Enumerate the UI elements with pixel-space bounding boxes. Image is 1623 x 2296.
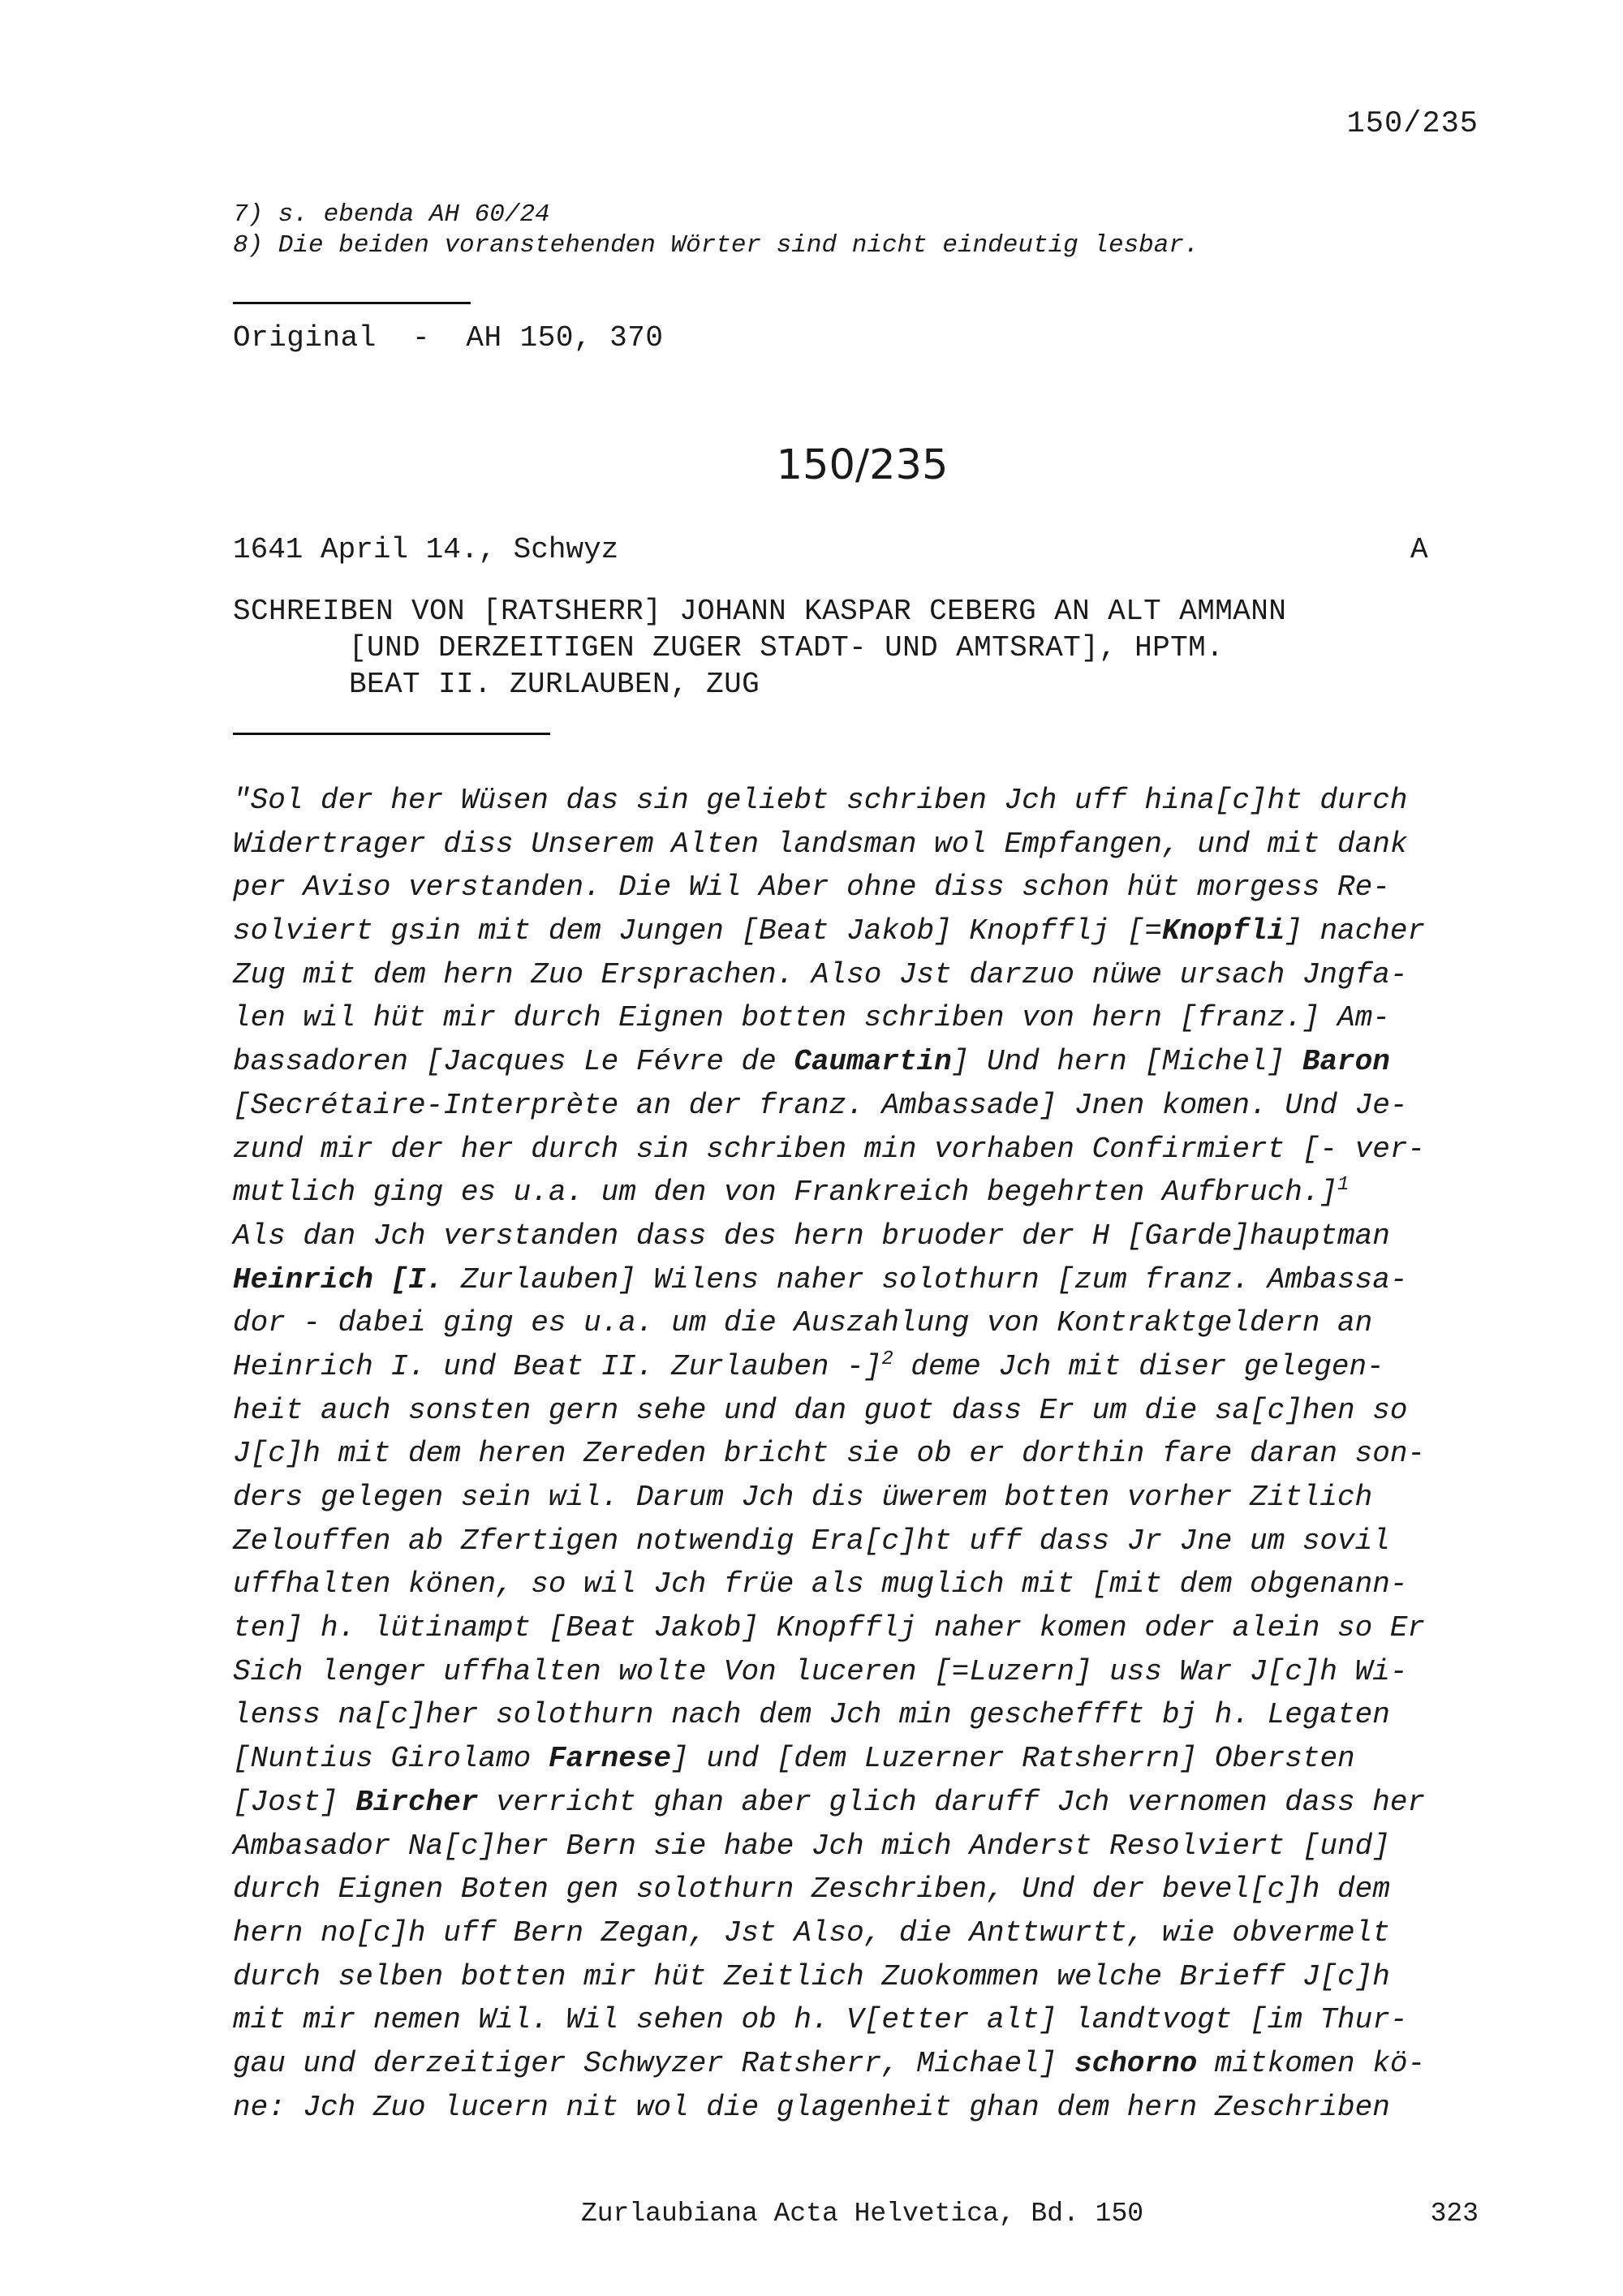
body-line <box>233 866 1425 909</box>
body-line <box>233 909 1425 953</box>
body-text-segment: heit auch sonsten gern sehe und dan guot dass Er um die sa[c]hen so <box>233 1393 1408 1427</box>
body-text-segment: Sich lenger uffhalten wolte Von luceren [=Luzern] uss War J[c]h Wi- <box>233 1654 1408 1688</box>
body-text-segment: mitkomen kö- <box>1197 2046 1426 2080</box>
date-place: 1641 April 14., Schwyz <box>233 533 619 566</box>
body-line <box>233 1345 1425 1389</box>
body-text-segment: durch selben botten mir hüt Zeitlich Zuokommen welche Brieff J[c]h <box>233 1959 1390 1993</box>
body-text-segment: Als dan Jch verstanden dass des hern bruoder der H [Garde]hauptman <box>233 1219 1390 1253</box>
body-text-segment: bassadoren [Jacques Le Févre de <box>233 1045 794 1079</box>
body-text-segment: hern no[c]h uff Bern Zegan, Jst Also, die Anttwurtt, wie obvermelt <box>233 1915 1390 1950</box>
document-title: 150/235 <box>776 441 949 489</box>
person-name: Farnese <box>548 1742 672 1776</box>
classification-letter: A <box>1410 533 1428 566</box>
body-text-segment: ] Und hern [Michel] <box>951 1045 1302 1079</box>
person-name: Bircher <box>355 1785 479 1819</box>
body-text-segment: ne: Jch Zuo lucern nit wol die glagenheit ghan dem hern Zeschriben <box>233 2090 1390 2124</box>
note-marker: 1 <box>1337 1174 1350 1197</box>
body-text-segment: per Aviso verstanden. Die Wil Aber ohne diss schon hüt morgess Re- <box>233 871 1390 905</box>
body-text-segment: deme Jch mit diser gelegen- <box>893 1349 1384 1383</box>
body-text-segment: ten] h. lütinampt [Beat Jakob] Knopfflj naher komen oder alein so Er <box>233 1611 1426 1645</box>
body-text-segment: mit mir nemen Wil. Wil sehen ob h. V[etter alt] landtvogt [im Thur- <box>233 2003 1408 2037</box>
person-name: Knopfli <box>1162 914 1285 948</box>
body-line <box>233 1825 1425 1868</box>
body-line <box>233 779 1425 823</box>
body-line <box>233 1128 1425 1172</box>
heading-line-1: SCHREIBEN VON [RATSHERR] JOHANN KASPAR CEBERG AN ALT AMMANN <box>233 595 1287 628</box>
footnote-8: 8) Die beiden voranstehenden Wörter sind nicht eindeutig lesbar. <box>233 231 1199 260</box>
body-line <box>233 1606 1425 1650</box>
body-line <box>233 1476 1425 1520</box>
body-line <box>233 1998 1425 2042</box>
footnote-7: 7) s. ebenda AH 60/24 <box>233 200 550 229</box>
body-line <box>233 996 1425 1040</box>
heading-line-3: BEAT II. ZURLAUBEN, ZUG <box>349 668 760 701</box>
body-text-segment: verricht ghan aber glich daruff Jch vernomen dass her <box>478 1785 1426 1819</box>
letter-body <box>233 779 1425 2129</box>
body-line <box>233 1301 1425 1345</box>
body-line <box>233 1693 1425 1737</box>
body-text-segment: Zurlauben] Wilens naher solothurn [zum franz. Ambassa- <box>443 1262 1408 1296</box>
body-text-segment: dor - dabei ging es u.a. um die Auszahlung von Kontraktgeldern an <box>233 1306 1373 1340</box>
body-text-segment: len wil hüt mir durch Eignen botten schriben von hern [franz.] Am- <box>233 1001 1390 1035</box>
body-text-segment: Widertrager diss Unserem Alten landsman wol Empfangen, und mit dank <box>233 827 1408 861</box>
body-line <box>233 953 1425 997</box>
body-text-segment: solviert gsin mit dem Jungen [Beat Jakob] Knopfflj [= <box>233 914 1162 948</box>
heading-line-2: [UND DERZEITIGEN ZUGER STADT- UND AMTSRAT], HPTM. <box>349 631 1225 664</box>
body-line <box>233 1563 1425 1606</box>
body-line <box>233 1171 1425 1215</box>
body-line <box>233 1258 1425 1302</box>
body-text-segment: Ambasador Na[c]her Bern sie habe Jch mich Anderst Resolviert [und] <box>233 1829 1390 1863</box>
original-reference: Original - AH 150, 370 <box>233 321 664 355</box>
body-line <box>233 1084 1425 1128</box>
body-text-segment: durch Eignen Boten gen solothurn Zeschriben, Und der bevel[c]h dem <box>233 1872 1390 1907</box>
body-line <box>233 1868 1425 1911</box>
body-text-segment: Zelouffen ab Zfertigen notwendig Era[c]ht uff dass Jr Jne um sovil <box>233 1524 1390 1558</box>
body-text-segment: "Sol der her Wüsen das sin geliebt schriben Jch uff hina[c]ht durch <box>233 784 1408 817</box>
header-document-number: 150/235 <box>1346 107 1479 141</box>
page-number: 323 <box>1430 2199 1479 2229</box>
body-text-segment: Heinrich I. und Beat II. Zurlauben -] <box>233 1349 882 1383</box>
body-text-segment: ] nacher <box>1285 914 1426 948</box>
footer-series: Zurlaubiana Acta Helvetica, Bd. 150 <box>580 2199 1144 2229</box>
heading-divider <box>233 733 550 735</box>
body-text-segment: [Nuntius Girolamo <box>233 1742 549 1776</box>
body-line <box>233 1781 1425 1825</box>
body-text-segment: mutlich ging es u.a. um den von Frankreich begehrten Aufbruch.] <box>233 1176 1338 1210</box>
body-text-segment: gau und derzeitiger Schwyzer Ratsherr, Michael] <box>233 2046 1074 2080</box>
note-marker: 2 <box>881 1348 893 1370</box>
body-line <box>233 1650 1425 1694</box>
person-name: Heinrich [I. <box>233 1262 444 1296</box>
body-text-segment: zund mir der her durch sin schriben min vorhaben Confirmiert [- ver- <box>233 1132 1426 1166</box>
body-line <box>233 2042 1425 2086</box>
body-line <box>233 1955 1425 1999</box>
body-text-segment: lenss na[c]her solothurn nach dem Jch min gescheffft bj h. Legaten <box>233 1698 1390 1732</box>
body-text-segment: J[c]h mit dem heren Zereden bricht sie ob er dorthin fare daran son- <box>233 1437 1426 1471</box>
body-line <box>233 823 1425 866</box>
person-name: Baron <box>1302 1045 1390 1079</box>
body-text-segment: [Secrétaire-Interprète an der franz. Ambassade] Jnen komen. Und Je- <box>233 1088 1408 1122</box>
body-line <box>233 1737 1425 1781</box>
person-name: schorno <box>1074 2046 1198 2080</box>
body-line <box>233 1520 1425 1563</box>
body-text-segment: ders gelegen sein wil. Darum Jch dis üwerem botten vorher Zitlich <box>233 1481 1373 1514</box>
body-text-segment: Zug mit dem hern Zuo Ersprachen. Also Jst darzuo nüwe ursach Jngfa- <box>233 957 1408 991</box>
body-text-segment: [Jost] <box>233 1785 356 1819</box>
person-name: Caumartin <box>794 1045 952 1079</box>
body-line <box>233 1040 1425 1084</box>
footnote-divider <box>233 302 471 304</box>
body-line <box>233 1215 1425 1258</box>
body-line <box>233 1389 1425 1433</box>
body-text-segment: ] und [dem Luzerner Ratsherrn] Obersten <box>671 1742 1355 1776</box>
body-line <box>233 1911 1425 1955</box>
body-line <box>233 2086 1425 2130</box>
body-line <box>233 1432 1425 1476</box>
body-text-segment: uffhalten könen, so wil Jch früe als muglich mit [mit dem obgenann- <box>233 1567 1408 1602</box>
